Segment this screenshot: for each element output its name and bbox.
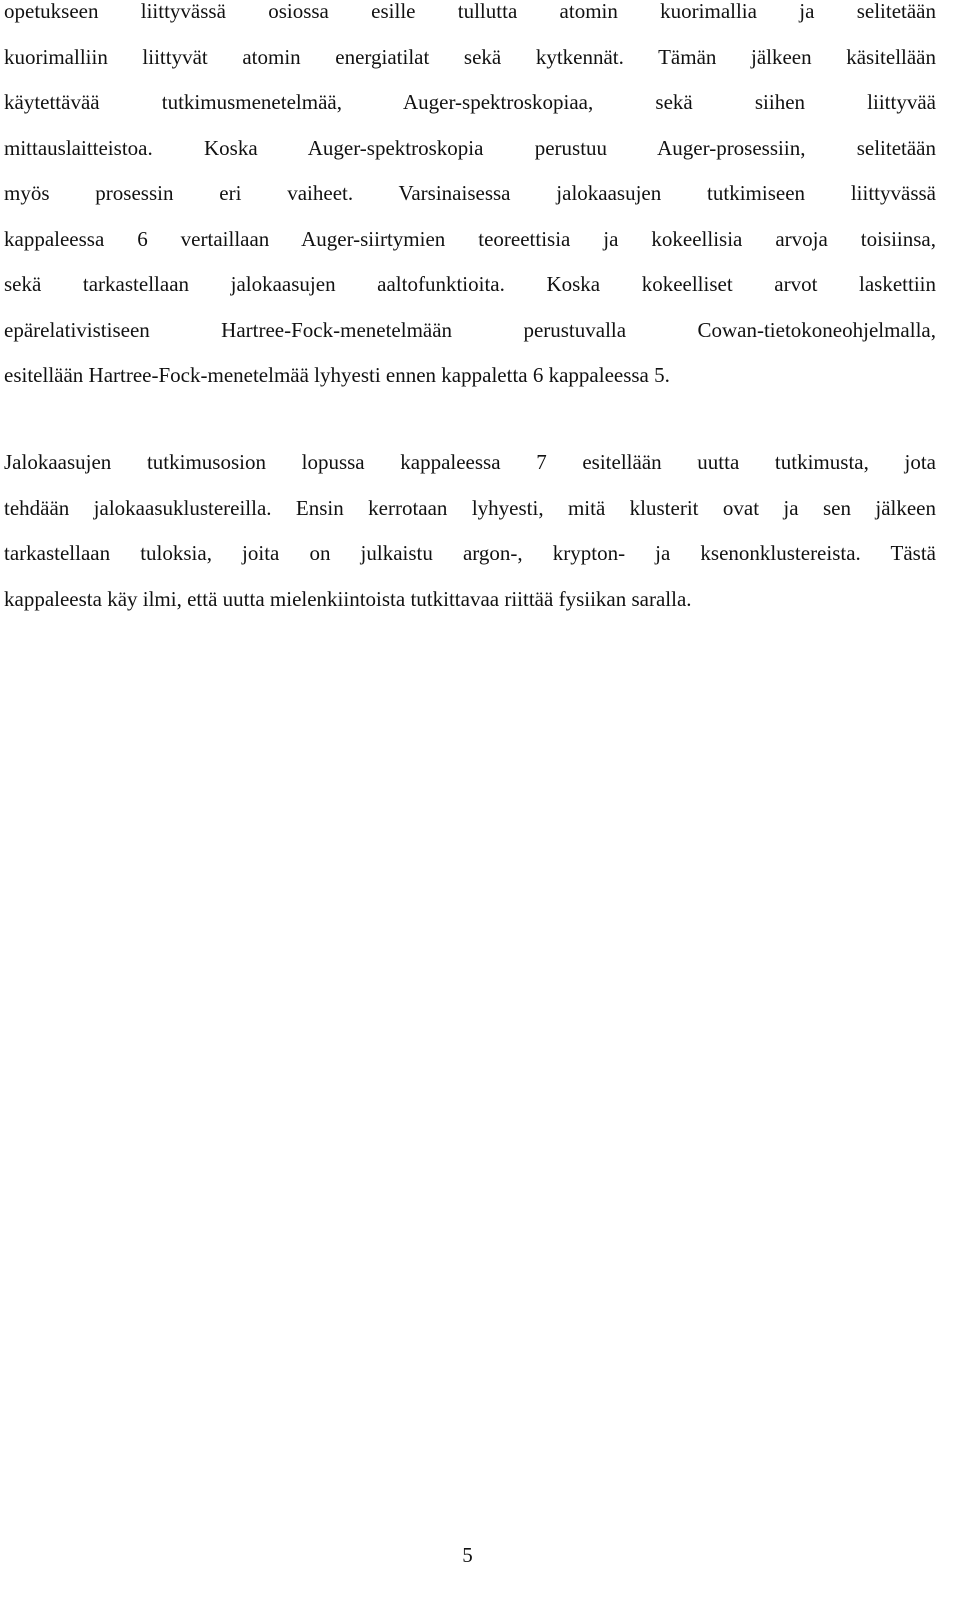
page-number: 5 (462, 1543, 473, 1567)
text-line: Jalokaasujen tutkimusosion lopussa kappaleessa 7 esitellään uutta tutkimusta, jota (4, 450, 936, 474)
text-line: sekä tarkastellaan jalokaasujen aaltofunktioita. Koska kokeelliset arvot laskettiin (4, 272, 936, 296)
text-line: esitellään Hartree-Fock-menetelmää lyhyesti ennen kappaletta 6 kappaleessa 5. (4, 363, 670, 387)
text-line: tehdään jalokaasuklustereilla. Ensin kerrotaan lyhyesti, mitä klusterit ovat ja sen jälkeen (4, 495, 936, 520)
body-paragraph-intro (4, 0, 936, 399)
text-line: mittauslaitteistoa. Koska Auger-spektroskopia perustuu Auger-prosessiin, selitetään (4, 135, 936, 160)
text-line: käytettävää tutkimusmenetelmää, Auger-spektroskopiaa, sekä siihen liittyvää (4, 90, 936, 114)
text-line: opetukseen liittyvässä osiossa esille tullutta atomin kuorimallia ja selitetään (4, 0, 936, 23)
body-paragraph-clusters (4, 440, 936, 622)
text-line: kuorimalliin liittyvät atomin energiatilat sekä kytkennät. Tämän jälkeen käsitellään (4, 44, 936, 69)
text-line: epärelativistiseen Hartree-Fock-menetelmään perustuvalla Cowan-tietokoneohjelmalla, (4, 317, 936, 342)
text-line: kappaleesta käy ilmi, että uutta mielenkiintoista tutkittavaa riittää fysiikan saralla. (4, 586, 692, 611)
text-line: myös prosessin eri vaiheet. Varsinaisessa jalokaasujen tutkimiseen liittyvässä (4, 181, 936, 205)
text-line: tarkastellaan tuloksia, joita on julkaistu argon-, krypton- ja ksenonklustereista. Tästä (4, 541, 936, 565)
text-line: kappaleessa 6 vertaillaan Auger-siirtymien teoreettisia ja kokeellisia arvoja toisiinsa, (4, 226, 936, 251)
